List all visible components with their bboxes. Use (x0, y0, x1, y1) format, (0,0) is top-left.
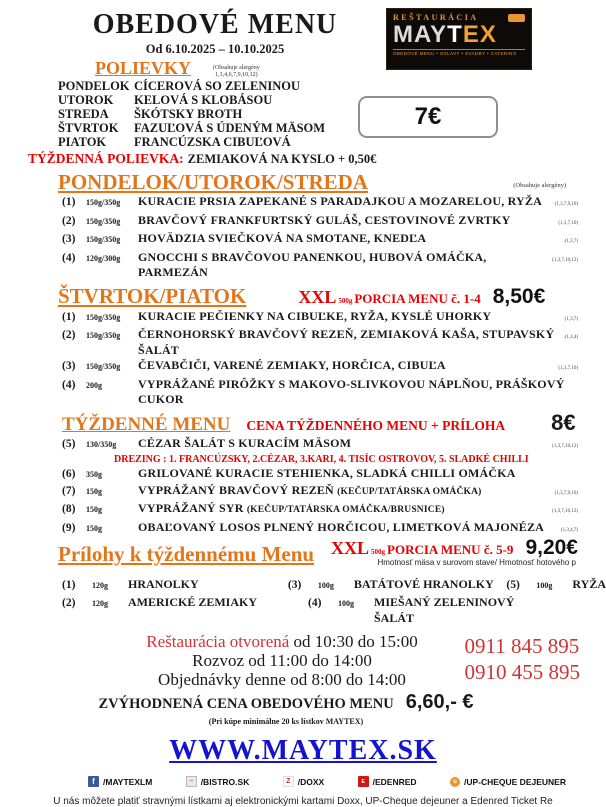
menu-item-row (62, 194, 606, 213)
social-item-up-cheque[interactable] (450, 777, 566, 787)
soup-price-box (358, 96, 498, 138)
dressing-options: DREZING : 1. FRANCÚZSKY, 2.CÉZAR, 3.KARI, 4. TISÍC OSTROVOV, 5. SLADKÉ CHILLI (114, 454, 529, 465)
item-number: (3) (287, 579, 302, 591)
soup-dish: FRANCÚZSKA CIBUĽOVÁ (134, 135, 291, 149)
item-number: (5) (506, 579, 520, 591)
item-number: (2) (62, 597, 76, 609)
phone-number-2: 0910 455 895 (464, 660, 580, 684)
item-dish: KURACIE PEČIENKY NA CIBUĽKE, RYŽA, KYSLÉ UHORKY (138, 308, 492, 323)
item-allergens: (1,3,7,9,10) (554, 490, 578, 496)
item-allergens: (1,3,7,10) (558, 220, 578, 226)
up-cheque-icon (450, 777, 460, 787)
soups-allergen-note (213, 65, 260, 79)
item-weight: 150g/350g (86, 235, 121, 244)
item-dish: CÉZAR ŠALÁT S KURACÍM MÄSOM (138, 435, 352, 450)
menu-item-row (62, 309, 606, 328)
phone-number-1: 0911 845 895 (464, 634, 580, 658)
logo-restaurant-label: REŠTAURÁCIA (393, 13, 479, 22)
weight-disclaimer: Hmotnosť mäsa v surovom stave/ Hmotnosť hotového p (377, 558, 576, 567)
item-allergens: (1,3,4) (564, 335, 578, 340)
menu-item-row (62, 231, 606, 250)
item-dish: ČEVABČIČI, VARENÉ ZEMIAKY, HORČICA, CIBUĽA (138, 358, 446, 372)
weekly-menu-price-label: CENA TÝŽDENNÉHO MENU + PRÍLOHA (246, 417, 506, 433)
soup-row (58, 135, 606, 149)
item-weight: 100g (317, 581, 334, 590)
item-number: (8) (62, 503, 76, 515)
header (0, 0, 430, 57)
item-weight: 120g (92, 581, 108, 590)
weekly-soup-label: TÝŽDENNÁ POLIEVKA: (28, 151, 184, 166)
logo-name-ex: EX (462, 21, 497, 48)
item-number: (3) (62, 233, 76, 245)
side-item (62, 576, 288, 594)
sides-header (0, 536, 606, 576)
item-number: (1) (62, 310, 76, 323)
item-weight: 150g (86, 505, 102, 514)
item-number: (1) (62, 579, 76, 591)
bistro-icon (186, 776, 197, 787)
item-dish: BRAVČOVÝ FRANKFURTSKÝ GULÁŠ, CESTOVINOVÉ ZVRTKY (138, 212, 511, 227)
side-name: RYŽA (572, 577, 606, 591)
soup-day: STREDA (58, 107, 109, 121)
xxl-portion-line-1-4 (298, 285, 545, 309)
social-item-bistro[interactable] (186, 776, 250, 787)
social-item-facebook[interactable] (88, 776, 152, 787)
item-number: (6) (62, 468, 76, 480)
soup-day: UTOROK (58, 93, 114, 107)
weekly-menu-price: 8€ (551, 409, 576, 435)
social-label: /BISTRO.SK (200, 776, 250, 787)
menu-item-row (62, 483, 606, 502)
item-weight: 120g (92, 599, 108, 608)
social-label: /EDENRED (372, 776, 417, 787)
xxl-text: PORCIA MENU č. 5-9 (387, 542, 514, 557)
menu-item-row (62, 250, 606, 281)
item-dish-name: VYPRÁŽANÝ SYR (138, 501, 244, 515)
item-dish: ČERNOHORSKÝ BRAVČOVÝ REZEŇ, ZEMIAKOVÁ KAŠA, STUPAVSKÝ ŠALÁT (138, 327, 555, 357)
opening-line-1-red: Reštaurácia otvorená (146, 632, 290, 651)
edenred-icon (358, 776, 369, 787)
info-block (0, 632, 606, 689)
side-item (506, 576, 606, 594)
item-dish-note: (KEČUP/TATÁRSKA OMÁČKA) (337, 486, 482, 497)
xxl-word: XXL (298, 286, 337, 307)
item-weight: 150g/350g (86, 216, 121, 226)
promo-label: ZVÝHODNENÁ CENA OBEDOVÉHO MENU (98, 696, 394, 712)
item-allergens: (1,3,7,10) (558, 366, 578, 371)
item-dish: KURACIE PRSIA ZAPEKANÉ S PARADAJKOU A MOZARELOU, RYŽA (138, 194, 542, 208)
soup-row (58, 107, 606, 121)
promo-block (36, 692, 536, 732)
weekly-soup-value: ZEMIAKOVÁ NA KYSLO + 0,50€ (187, 152, 377, 166)
logo-services-strip: OBEDOVÉ MENU • OSLAVY • SVADBY • CATERING (393, 49, 525, 56)
item-dish-note: (KEČUP/TATÁRSKA OMÁČKA/BRUSNICE) (246, 505, 445, 515)
item-dish: GRILOVANÉ KURACIE STEHIENKA, SLADKÁ CHILLI OMÁČKA (138, 466, 516, 480)
item-number: (1) (62, 196, 76, 208)
weekly-soup-line (28, 151, 606, 167)
item-weight: 120g/300g (86, 253, 121, 263)
logo-wordmark (393, 23, 525, 47)
item-weight: 150g/350g (86, 312, 121, 322)
menu-item-row (62, 213, 606, 232)
website-link[interactable]: WWW.MAYTEX.SK (169, 735, 437, 766)
item-number: (3) (62, 360, 76, 372)
section-thu-header (58, 284, 606, 309)
item-weight: 150g/350g (86, 362, 121, 371)
xxl-weight: 500g (371, 548, 386, 556)
opening-hours (62, 632, 502, 689)
item-dish: GNOCCHI S BRAVČOVOU PANENKOU, HUBOVÁ OMÁČKA, PARMEZÁN (138, 249, 487, 279)
weekly-menu-header (62, 410, 606, 436)
item-dish (138, 501, 445, 519)
xxl-word: XXL (331, 538, 370, 558)
soup-dish: ŠKÓTSKY BROTH (134, 107, 243, 121)
item-allergens: (1,3,7,9,10) (554, 202, 578, 207)
section-mon-header (58, 170, 606, 194)
item-allergens: (1,3,7) (564, 316, 578, 322)
soup-row (58, 79, 606, 93)
logo-name-t: T (447, 21, 463, 48)
xxl-text: PORCIA MENU č. 1-4 (354, 290, 481, 306)
menu-item-row (62, 501, 606, 520)
item-number: (5) (62, 437, 76, 450)
item-dish: HOVÄDZIA SVIEČKOVÁ NA SMOTANE, KNEDĽA (138, 231, 427, 245)
sides-heading: Prílohy k týždennému Menu (58, 542, 315, 566)
soup-row (58, 93, 606, 107)
social-label: /DOXX (297, 776, 325, 787)
item-number: (4) (62, 251, 76, 264)
social-item-edenred[interactable] (358, 776, 417, 787)
doxx-icon (283, 776, 294, 787)
item-weight: 150g/350g (86, 198, 121, 207)
soup-day: PIATOK (58, 135, 107, 149)
item-number: (4) (308, 597, 322, 609)
date-range: Od 6.10.2025 – 10.10.2025 (145, 42, 285, 56)
item-number: (2) (62, 329, 76, 341)
opening-line-1-black: od 10:30 do 15:00 (289, 632, 418, 651)
item-dish (138, 483, 482, 501)
item-dish-name: VYPRÁŽANÝ BRAVČOVÝ REZEŇ (138, 482, 334, 497)
item-weight: 200g (86, 380, 102, 390)
item-weight: 130/350g (86, 439, 117, 449)
section-mon-heading: PONDELOK/UTOROK/STREDA (58, 170, 368, 194)
side-name: AMERICKÉ ZEMIAKY (128, 595, 258, 609)
section-thu-heading: ŠTVRTOK/PIATOK (58, 283, 247, 308)
item-weight: 100g (338, 599, 354, 608)
item-allergens: (1,3,7,10,12) (552, 443, 578, 449)
item-weight: 150g (86, 486, 102, 496)
item-dish: VYPRÁŽANÉ PIRÔŽKY S MAKOVO-SLIVKOVOU NÁPLŇOU, PRÁŠKOVÝ CUKOR (138, 376, 565, 406)
payment-note: U nás môžete platiť stravnými lístkami aj elektronickými kartami Doxx, UP-Cheque dejeuner a Edenred Ticket Re (53, 796, 553, 807)
soup-dish: KELOVÁ S KLOBÁSOU (134, 93, 273, 107)
sides-row (62, 576, 606, 594)
item-weight: 150g/350g (86, 331, 121, 340)
xxl-price: 9,20€ (525, 536, 578, 559)
item-allergens: (1,3,4,7) (560, 527, 578, 533)
menu-item-row (62, 358, 606, 377)
weekly-menu-heading: TÝŽDENNÉ MENU (62, 413, 231, 435)
facebook-icon (88, 776, 99, 787)
opening-line-2: Rozvoz od 11:00 do 14:00 (192, 651, 372, 670)
soup-dish: FAZUĽOVÁ S ÚDENÝM MÄSOM (134, 121, 326, 135)
xxl-portion-line-5-9 (331, 536, 578, 560)
soup-row (58, 121, 606, 135)
soup-day: ŠTVRTOK (58, 121, 119, 135)
xxl-price: 8,50€ (492, 284, 546, 308)
item-weight: 150g (86, 523, 102, 533)
phone-numbers (465, 633, 581, 685)
soup-price: 7€ (414, 103, 442, 130)
menu-item-row (62, 327, 606, 358)
item-weight: 100g (536, 581, 553, 590)
logo-badge-icon (508, 14, 525, 22)
maytex-logo (386, 8, 532, 70)
item-weight: 350g (86, 470, 102, 479)
promo-price: 6,60,- € (405, 691, 474, 713)
soup-day: PONDELOK (58, 79, 130, 93)
logo-name-may: MAY (393, 21, 448, 48)
menu-item-row (62, 436, 606, 455)
side-name: BATÁTOVÉ HRANOLKY (353, 577, 494, 591)
item-number: (9) (62, 521, 76, 534)
social-label: /UP-CHEQUE DEJEUNER (463, 776, 566, 787)
soups-allergen-line1: (Obsahuje alergény (213, 65, 260, 71)
promo-note: (Pri kúpe minimálne 20 ks lístkov MAYTEX) (208, 717, 364, 726)
item-allergens: (1,3,7,10,12) (552, 509, 578, 514)
soups-heading: POLIEVKY (95, 58, 192, 78)
side-item (288, 576, 507, 594)
side-name: HRANOLKY (128, 577, 199, 591)
social-item-doxx[interactable] (283, 776, 324, 787)
website-line (0, 735, 606, 767)
sides-row (62, 594, 606, 626)
item-dish: OBAĽOVANÝ LOSOS PLNENÝ HORČICOU, LIMETKOVÁ MAJONÉZA (138, 519, 545, 534)
xxl-weight: 500g (338, 296, 353, 305)
opening-line-1 (62, 632, 502, 651)
opening-line-3: Objednávky denne od 8:00 do 14:00 (158, 670, 406, 689)
social-row (88, 776, 566, 787)
item-number: (4) (62, 378, 76, 391)
social-label: /MAYTEXLM (103, 776, 153, 787)
item-allergens: (1,3,7,10,12) (552, 257, 578, 263)
side-item (62, 594, 308, 626)
item-number: (2) (62, 214, 76, 227)
page-title: OBEDOVÉ MENU (92, 9, 338, 40)
section-mon-allergen-note: (Obsahuje alergény) (513, 182, 566, 189)
menu-item-row (62, 466, 606, 483)
item-allergens: (1,3,7) (564, 239, 578, 244)
soups-allergen-line2: 1,3,4,6,7,9,10,12) (215, 72, 258, 78)
side-item (308, 594, 546, 626)
menu-item-row (62, 377, 606, 408)
soup-dish: CÍCEROVÁ SO ZELENINOU (134, 79, 301, 93)
item-number: (7) (62, 484, 76, 497)
side-name: MIEŠANÝ ZELENINOVÝ ŠALÁT (374, 595, 515, 625)
